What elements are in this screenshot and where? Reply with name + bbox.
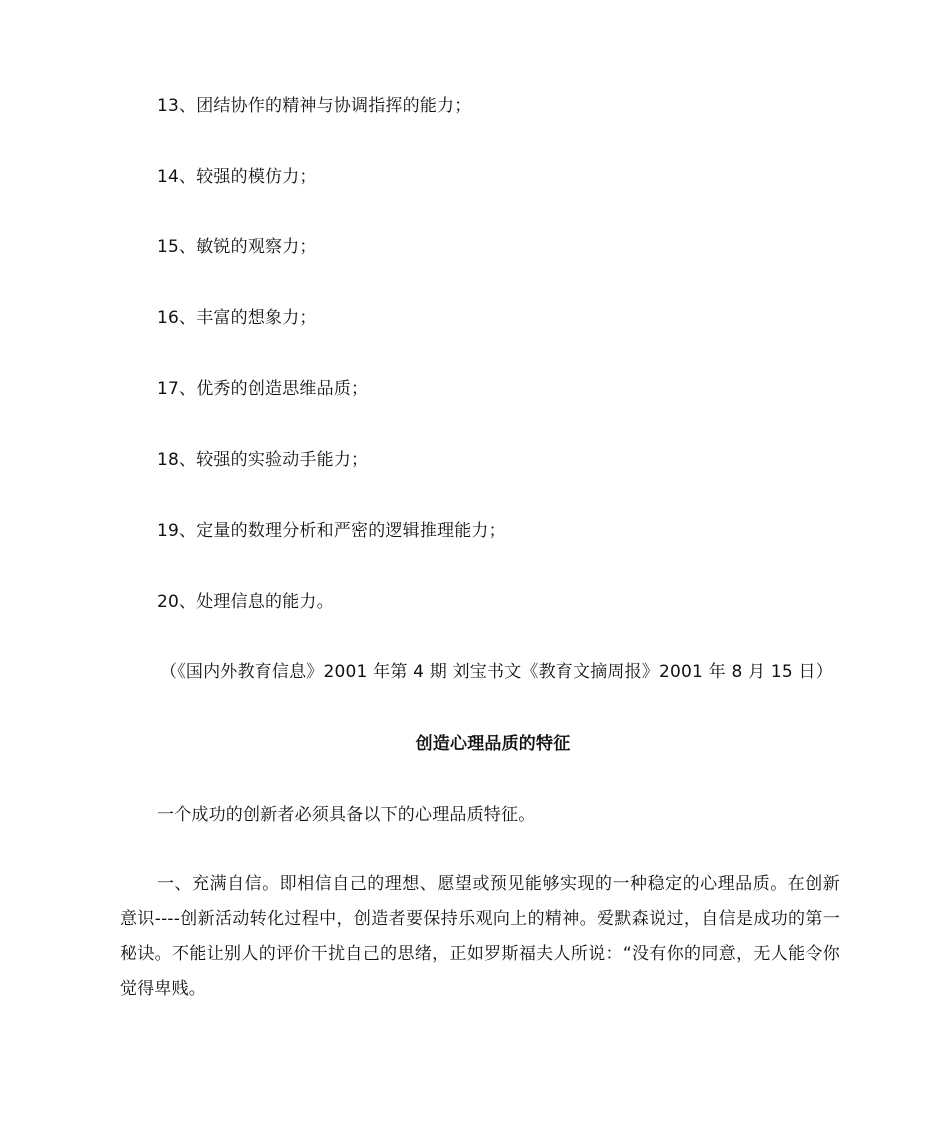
list-item-16: 16、丰富的想象力； (157, 308, 317, 328)
section-title: 创造心理品质的特征 (415, 734, 571, 754)
list-item-20: 20、处理信息的能力。 (157, 592, 334, 612)
paragraph-self-confidence: 一、充满自信。即相信自己的理想、愿望或预见能够实现的一种稳定的心理品质。在创新意识----创新活动转化过程中，创造者要保持乐观向上的精神。爱默森说过，自信是成功的第一秘诀。不能让别人的评价干扰自己的思绪，正如罗斯福夫人所说：“没有你的同意，无人能令你觉得卑贱。 (120, 874, 840, 999)
list-item-14: 14、较强的模仿力； (157, 167, 317, 187)
list-item-13: 13、团结协作的精神与协调指挥的能力； (157, 96, 472, 116)
source-citation: （《国内外教育信息》2001 年第 4 期 刘宝书文《教育文摘周报》2001 年 8 月 15 日） (160, 662, 833, 682)
intro-sentence: 一个成功的创新者必须具备以下的心理品质特征。 (157, 805, 536, 825)
list-item-19: 19、定量的数理分析和严密的逻辑推理能力； (157, 521, 506, 541)
list-item-18: 18、较强的实验动手能力； (157, 450, 369, 470)
list-item-17: 17、优秀的创造思维品质； (157, 379, 369, 399)
list-item-15: 15、敏锐的观察力； (157, 237, 317, 257)
